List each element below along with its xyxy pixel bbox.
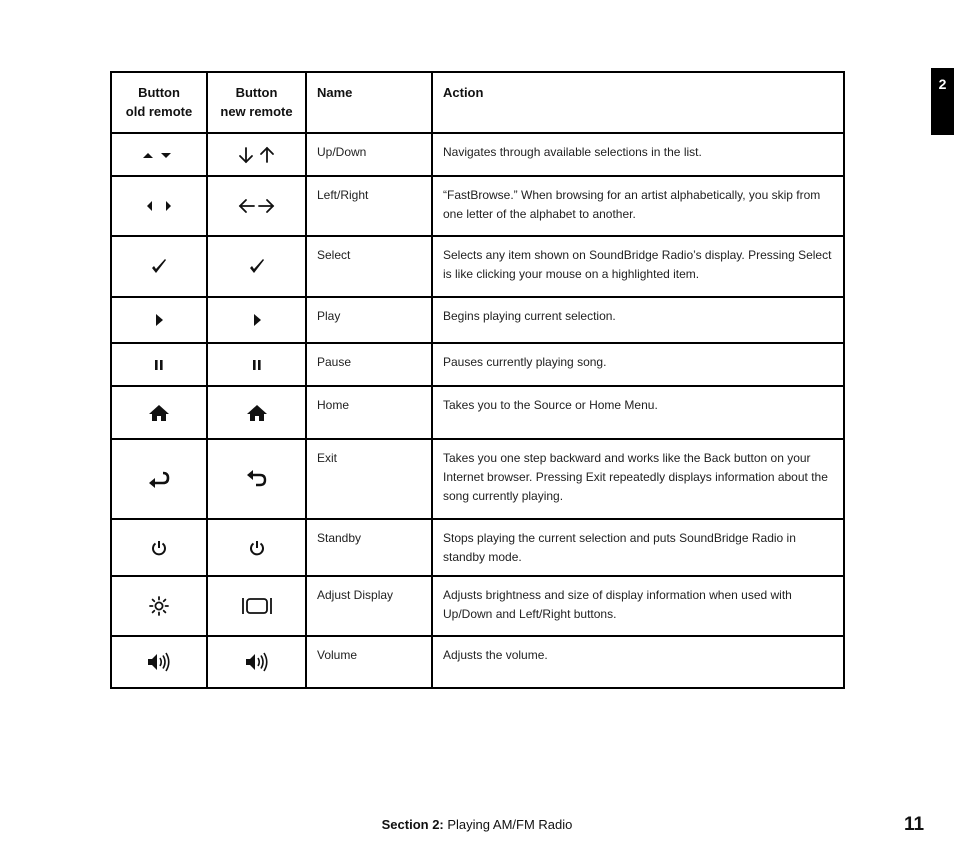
play-icon: [250, 312, 264, 328]
footer-section-label: Section 2:: [381, 817, 444, 832]
checkmark-icon: [247, 257, 267, 277]
row-name: Play: [306, 297, 432, 343]
header-new-remote-line2: new remote: [220, 104, 293, 119]
old-remote-cell: [111, 343, 207, 386]
footer-section-title: Playing AM/FM Radio: [447, 817, 573, 832]
old-remote-cell: [111, 386, 207, 439]
new-remote-cell: [207, 576, 306, 636]
header-new-remote: [207, 72, 306, 133]
row-action: Begins playing current selection.: [432, 297, 844, 343]
row-action: Adjusts brightness and size of display information when used with Up/Down and Left/Right buttons.: [432, 576, 844, 636]
volume-icon: [146, 651, 172, 673]
new-remote-cell: [207, 236, 306, 297]
table-row: [111, 297, 844, 343]
display-icon: [241, 596, 273, 616]
pause-icon: [153, 358, 165, 372]
down-up-arrows-icon: [237, 145, 277, 165]
table-row: [111, 439, 844, 519]
old-remote-cell: [111, 576, 207, 636]
table-header-row: [111, 72, 844, 133]
header-action: Action: [432, 72, 844, 133]
row-action: Takes you to the Source or Home Menu.: [432, 386, 844, 439]
table-row: [111, 576, 844, 636]
new-remote-cell: [207, 386, 306, 439]
table-row: [111, 133, 844, 176]
header-new-remote-line1: Button: [235, 85, 278, 100]
section-tab: 2: [931, 68, 954, 135]
table-row: [111, 386, 844, 439]
page-number: 11: [904, 814, 925, 835]
row-name: Select: [306, 236, 432, 297]
table-row: [111, 519, 844, 576]
power-icon: [248, 539, 266, 557]
page-footer: [0, 817, 954, 832]
header-old-remote-line2: old remote: [125, 104, 193, 119]
old-remote-cell: [111, 176, 207, 236]
old-remote-cell: [111, 297, 207, 343]
row-name: Left/Right: [306, 176, 432, 236]
new-remote-cell: [207, 636, 306, 688]
new-remote-cell: [207, 439, 306, 519]
header-old-remote: [111, 72, 207, 133]
header-old-remote-line1: Button: [138, 85, 180, 100]
new-remote-cell: [207, 297, 306, 343]
old-remote-cell: [111, 519, 207, 576]
up-down-triangles-icon: [142, 149, 176, 161]
power-icon: [150, 539, 168, 557]
row-action: Navigates through available selections in the list.: [432, 133, 844, 176]
row-name: Home: [306, 386, 432, 439]
row-name: Exit: [306, 439, 432, 519]
home-icon: [245, 403, 269, 423]
remote-buttons-table: [110, 71, 845, 689]
row-action: Pauses currently playing song.: [432, 343, 844, 386]
row-action: “FastBrowse.” When browsing for an artist alphabetically, you skip from one letter of the alphabet to another.: [432, 176, 844, 236]
brightness-icon: [148, 595, 170, 617]
play-icon: [152, 312, 166, 328]
row-action: Stops playing the current selection and puts SoundBridge Radio in standby mode.: [432, 519, 844, 576]
old-remote-cell: [111, 636, 207, 688]
old-remote-cell: [111, 133, 207, 176]
table-row: [111, 636, 844, 688]
row-name: Volume: [306, 636, 432, 688]
table-row: [111, 176, 844, 236]
left-right-triangles-icon: [144, 199, 174, 213]
new-remote-cell: [207, 343, 306, 386]
row-action: Takes you one step backward and works like the Back button on your Internet browser. Pressing Exit repeatedly displays information about the song currently playing.: [432, 439, 844, 519]
old-remote-cell: [111, 236, 207, 297]
volume-icon: [244, 651, 270, 673]
home-icon: [147, 403, 171, 423]
row-name: Pause: [306, 343, 432, 386]
row-name: Up/Down: [306, 133, 432, 176]
checkmark-icon: [149, 257, 169, 277]
return-arrow-icon: [146, 469, 172, 489]
table-row: [111, 236, 844, 297]
new-remote-cell: [207, 519, 306, 576]
new-remote-cell: [207, 176, 306, 236]
row-name: Standby: [306, 519, 432, 576]
new-remote-cell: [207, 133, 306, 176]
pause-icon: [251, 358, 263, 372]
row-action: Adjusts the volume.: [432, 636, 844, 688]
header-name: Name: [306, 72, 432, 133]
row-action: Selects any item shown on SoundBridge Radio’s display. Pressing Select is like clicking your mouse on a highlighted item.: [432, 236, 844, 297]
row-name: Adjust Display: [306, 576, 432, 636]
back-arrow-icon: [244, 469, 270, 489]
old-remote-cell: [111, 439, 207, 519]
left-right-arrows-icon: [237, 197, 277, 215]
table-row: [111, 343, 844, 386]
